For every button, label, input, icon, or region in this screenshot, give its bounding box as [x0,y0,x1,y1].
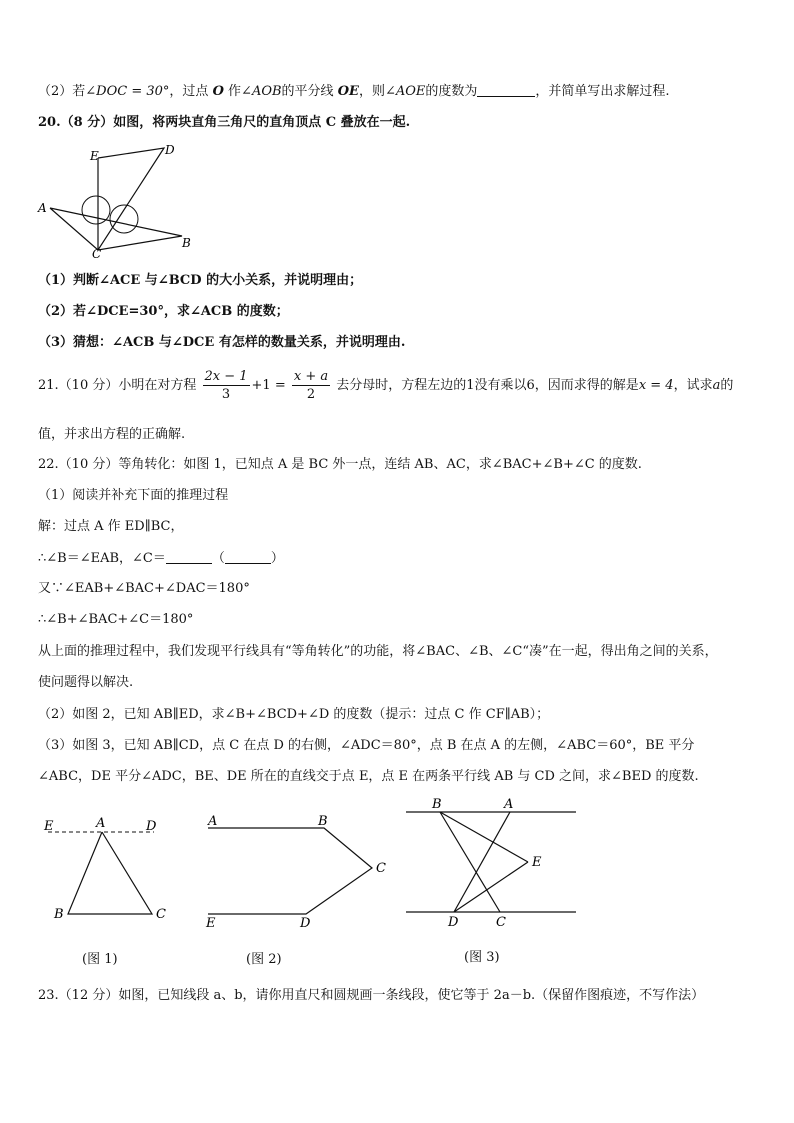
q22-sol4: ∴∠B+∠BAC+∠C＝180° [38,612,194,627]
q22-text: ） [270,551,284,566]
circle-hole [82,196,110,224]
label-c: C [156,907,166,922]
q20-sub3: （3）猜想：∠ACB 与∠DCE 有怎样的数量关系，并说明理由. [38,335,406,350]
q22-sub1: （1）阅读并补充下面的推理过程 [38,488,229,503]
fraction-left [203,368,250,403]
q21-math: x = 4 [638,378,674,393]
label-b: B [182,236,191,250]
q22-figure-2 [200,812,400,927]
q19-part2 [38,82,670,101]
label-d: D [448,915,459,930]
label-c: C [376,861,386,876]
label-b: B [432,797,442,812]
q19-text: ，则 [358,84,385,99]
polyline-abcde [208,828,372,914]
q19-math: ∠AOB [241,84,282,99]
q22-sub3b: ∠ABC，DE 平分∠ADC，BE、DE 所在的直线交于点 E，点 E 在两条平行线 AB 与 CD 之间，求∠BED 的度数. [38,769,699,784]
segment-be [440,812,528,862]
q22-sub3a: （3）如图 3，已知 AB∥CD，点 C 在点 D 的右侧，∠ADC＝80°，点 B 在点 A 的左侧，∠ABC＝60°，BE 平分 [38,738,695,753]
q19-math: ∠AOE [384,84,426,99]
label-d: D [146,819,157,834]
answer-blank[interactable] [225,549,271,564]
q19-text: 的度数为 [425,84,478,99]
q22-figure-1 [40,812,170,927]
triangle-abc [68,832,152,914]
label-d: D [165,143,175,157]
figure-1-caption: (图 1) [82,952,118,967]
answer-blank[interactable] [166,549,212,564]
label-a: A [504,797,514,812]
q22-sub2: （2）如图 2，已知 AB∥ED，求∠B+∠BCD+∠D 的度数（提示：过点 C 作 CF∥AB）； [38,707,550,722]
q20-sub2: （2）若∠DCE=30°，求∠ACB 的度数； [38,304,289,319]
q23-text: 23.（12 分）如图，已知线段 a、b，请你用直尺和圆规画一条线段，使它等于 2a－b.（保留作图痕迹，不写作法） [38,988,705,1003]
fraction-numerator: x + a [293,369,329,384]
q21-math: +1 = [251,378,286,393]
q22-text: （ [211,551,225,566]
q22-sol1: 解：过点 A 作 ED∥BC， [38,519,184,534]
label-e: E [206,916,216,927]
figure-3-caption: (图 3) [464,950,500,965]
label-d: D [300,916,311,927]
q19-text: （2）若 [38,84,86,99]
q21-text: ，试求 [673,378,713,393]
q22-para2: 使问题得以解决. [38,675,134,690]
q19-math: ∠DOC = 30° [85,84,170,99]
q21-math: a [712,378,721,393]
label-b: B [318,814,328,829]
q22-sol3: 又∵∠EAB+∠BAC+∠DAC＝180° [38,581,250,596]
q22-sol2 [38,549,284,568]
q21-text: 的 [720,378,734,393]
q19-point: OE [337,84,359,99]
fraction-numerator: 2x − 1 [204,369,248,384]
triangle-acb [50,208,182,250]
q20-sub1: （1）判断∠ACE 与∠BCD 的大小关系，并说明理由； [38,273,363,288]
label-e: E [44,819,54,834]
q19-text: ，过点 [169,84,209,99]
label-c: C [92,247,102,260]
q19-text: 作 [228,84,242,99]
q21-line2: 值，并求出方程的正确解. [38,427,186,442]
q22-header: 22.（10 分）等角转化：如图 1，已知点 A 是 BC 外一点，连结 AB、AC，求∠BAC+∠B+∠C 的度数. [38,457,642,472]
q19-point: O [212,84,224,99]
label-a: A [38,201,47,215]
q19-text: 的平分线 [281,84,334,99]
q22-text: ∴∠B＝∠EAB，∠C＝ [38,551,166,566]
q20-header: 20.（8 分）如图，将两块直角三角尺的直角顶点 C 叠放在一起. [38,115,411,130]
segment-de [454,862,528,912]
q21-text: 去分母时，方程左边的1没有乘以6，因而求得的解是 [336,378,639,393]
label-e: E [532,855,542,870]
q21-line1 [38,366,733,406]
label-b: B [54,907,64,922]
figure-2-caption: (图 2) [246,952,282,967]
fraction-denominator: 3 [221,387,231,402]
label-a: A [96,816,106,831]
segment-bc [440,812,500,912]
q22-para1: 从上面的推理过程中，我们发现平行线具有“等角转化”的功能，将∠BAC、∠B、∠C“凑”在一起，得出角之间的关系， [38,644,718,659]
q21-text: 21.（10 分）小明在对方程 [38,378,197,393]
q19-text: ，并简单写出求解过程. [535,84,670,99]
q20-figure [36,140,196,260]
segment-ad [454,812,510,912]
label-c: C [496,915,506,930]
label-a: A [208,814,218,829]
label-e: E [90,149,99,163]
answer-blank[interactable] [477,82,535,97]
triangle-ecd [98,148,164,250]
fraction-denominator: 2 [306,387,316,402]
fraction-right [292,368,330,403]
q22-figure-3 [400,796,590,936]
